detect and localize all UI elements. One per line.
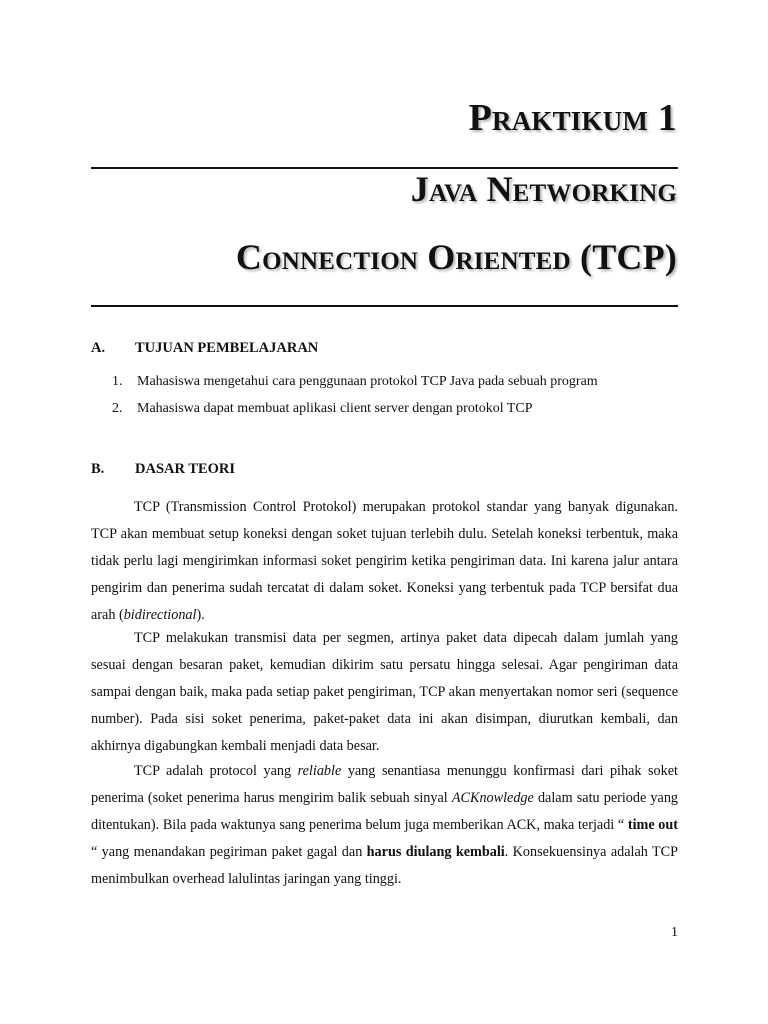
text-run: TCP adalah protocol yang: [134, 763, 298, 779]
section-a-title: TUJUAN PEMBELAJARAN: [135, 340, 319, 356]
practicum-title: Praktikum 1: [468, 97, 677, 139]
header-rule-bottom: [91, 305, 678, 307]
paragraph-tcp-segments: TCP melakukan transmisi data per segmen, artinya paket data dipecah dalam jumlah yang sesuai dengan besaran paket, kemudian dikirim satu persatu hingga selesai. Agar pengiriman data sampai dengan baik, maka pada setiap paket pengiriman, TCP akan menyertakan nomor seri (sequence number). Pada sisi soket penerima, paket-paket data ini akan disimpan, diurutkan kembali, dan akhirnya digabungkan kembali menjadi data besar.: [91, 630, 678, 754]
paragraph-tcp-reliable: [91, 758, 678, 893]
list-item-text: Mahasiswa mengetahui cara penggunaan protokol TCP Java pada sebuah program: [137, 374, 598, 389]
emphasis-text: reliable: [297, 763, 342, 779]
section-b-heading: [91, 461, 235, 478]
section-a-heading: [91, 340, 318, 357]
topic-title: Java Networking: [410, 169, 677, 209]
text-run: . Konsekuensinya adalah TCP menimbulkan overhead lalulintas jaringan yang tinggi.: [91, 844, 678, 887]
subtopic-title: Connection Oriented (TCP): [235, 237, 677, 277]
section-a-letter: A.: [91, 340, 106, 356]
paragraph-tcp-intro: [91, 494, 678, 629]
text-run: TCP (Transmission Control Protokol) merupakan protokol standar yang banyak digunakan. TCP akan membuat setup koneksi dengan soket tujuan terlebih dulu. Setelah koneksi terbentuk, maka tidak perlu lagi mengirimkan informasi soket pengirim ketika pengiriman data. Ini karena jalur antara pengirim dan penerima sudah tercatat di dalam soket. Koneksi yang terbentuk pada TCP bersifat dua arah (: [91, 499, 678, 623]
section-b-letter: B.: [91, 461, 105, 477]
emphasis-text: ACKnowledge: [451, 790, 534, 806]
section-b-title: DASAR TEORI: [135, 461, 236, 477]
list-item-number: 2.: [112, 401, 123, 416]
text-run: ).: [196, 607, 205, 623]
emphasis-text: bidirectional: [123, 607, 197, 623]
bold-text: harus diulang kembali: [366, 844, 505, 860]
list-item-text: Mahasiswa dapat membuat aplikasi client server dengan protokol TCP: [137, 401, 533, 416]
list-item: [112, 401, 533, 417]
page-number: 1: [671, 925, 678, 940]
text-run: yang senantiasa menunggu konfirmasi dari pihak soket penerima (soket penerima harus mengirim balik sebuah sinyal: [91, 763, 678, 806]
list-item-number: 1.: [112, 374, 123, 389]
list-item: [112, 374, 598, 390]
text-run: dalam satu periode yang ditentukan). Bila pada waktunya sang penerima belum juga memberikan ACK, maka terjadi “: [91, 790, 679, 833]
text-run: “ yang menandakan pegiriman paket gagal dan: [91, 844, 367, 860]
bold-text: time out: [627, 817, 678, 833]
